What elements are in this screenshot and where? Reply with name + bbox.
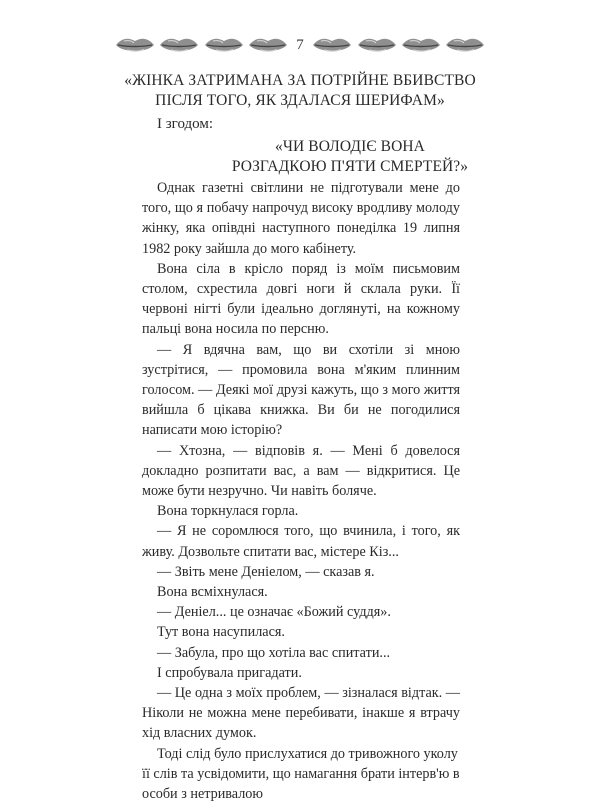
headline-line: «ЧИ ВОЛОДІЄ ВОНА — [275, 138, 425, 155]
paragraph: Тоді слід було прислухатися до тривожного уколу її слів та усвідомити, що намагання брати інтерв'ю в особи з нетривалою — [142, 745, 460, 803]
paragraph: — Забула, про що хотіла вас спитати... — [157, 644, 391, 661]
paragraph: — Хтозна, — відповів я. — Мені б довелося докладно розпитати вас, а вам — відкритися. Це може бути незручно. Чи навіть боляче. — [142, 442, 460, 500]
headline-line: «ЖІНКА ЗАТРИМАНА ЗА ПОТРІЙНЕ ВБИВСТВО — [124, 72, 476, 89]
paragraph: — Деніел... це означає «Божий суддя». — [157, 604, 391, 621]
lips-icon — [159, 36, 199, 54]
paragraph: І спробувала пригадати. — [157, 664, 302, 681]
paragraph: Однак газетні світлини не підготували мене до того, що я побачу напрочуд високу вродливу молоду жінку, яка опівдні наступного понеділка 19 липня 1982 року зайшла до мого кабінету. — [142, 180, 460, 257]
paragraph: Вона сіла в крісло поряд із моїм письмовим столом, схрестила довгі ноги й склала руки. Її червоні нігті були ідеально доглянуті, на кожному пальці вона носила по персню. — [142, 260, 460, 338]
paragraph: — Я вдячна вам, що ви схотіли зі мною зустрітися, — промовила вона м'яким плинним голосом. — Деякі мої друзі кажуть, що з мого життя вийшла б цікава книжка. Ви би не погодилися написати мою історію? — [142, 341, 460, 439]
lips-icon — [401, 36, 441, 54]
lips-icon — [204, 36, 244, 54]
page-header — [115, 34, 485, 56]
newspaper-headline-2 — [230, 137, 470, 177]
headline-line: ПІСЛЯ ТОГО, ЯК ЗДАЛАСЯ ШЕРИФАМ» — [155, 92, 445, 109]
lips-icon — [445, 36, 485, 54]
paragraph: — Звіть мене Деніелом, — сказав я. — [157, 563, 375, 580]
paragraph: Вона торкнулася горла. — [157, 503, 299, 520]
headline-line: РОЗГАДКОЮ П'ЯТИ СМЕРТЕЙ?» — [231, 158, 469, 175]
paragraph: — Я не соромлюся того, що вчинила, і того, як живу. Дозвольте спитати вас, містере Кіз... — [142, 523, 460, 560]
lips-icon — [357, 36, 397, 54]
paragraph: Вона всміхнулася. — [157, 584, 268, 601]
body-text — [142, 178, 460, 804]
newspaper-headline-1 — [115, 71, 485, 111]
lips-icon — [248, 36, 288, 54]
paragraph: Тут вона насупилася. — [157, 624, 285, 641]
lead-line: І згодом: — [157, 116, 214, 132]
paragraph: — Це одна з моїх проблем, — зізналася відтак. — Ніколи не можна мене перебивати, інакше я втрачу хід власних думок. — [142, 685, 460, 742]
page-number: 7 — [296, 36, 304, 53]
lips-icon — [115, 36, 155, 54]
lips-icon — [312, 36, 352, 54]
